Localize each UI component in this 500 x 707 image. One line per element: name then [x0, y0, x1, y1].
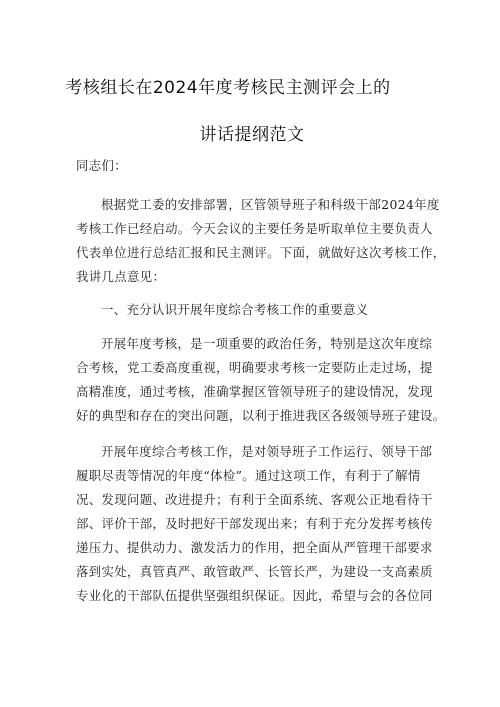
paragraph-3-line-2: 履职尽责等情况的年度“体检”。通过这项工作，有利于了解情 — [76, 468, 421, 483]
document-title-line-2: 讲话提纲范文 — [199, 125, 305, 145]
paragraph-3-line-7: 专业化的干部队伍提供坚强组织保证。因此，希望与会的各位同 — [76, 588, 433, 603]
salutation: 同志们： — [76, 158, 127, 173]
paragraph-1-line-4: 我讲几点意见： — [76, 269, 166, 284]
paragraph-1-line-1: 根据党工委的安排部署，区管领导班子和科级干部2024年度 — [101, 197, 440, 212]
paragraph-1-line-2: 考核工作已经启动。今天会议的主要任务是听取单位主要负责人 — [76, 221, 433, 236]
paragraph-3-line-5: 递压力、提供动力、激发活力的作用，把全面从严管理干部要求 — [76, 540, 433, 555]
paragraph-3-line-4: 部、评价干部，及时把好干部发现出来；有利于充分发挥考核传 — [76, 516, 433, 531]
paragraph-3-line-3: 况、发现问题、改进提升；有利于全面系统、客观公正地看待干 — [76, 492, 433, 507]
paragraph-1-line-3: 代表单位进行总结汇报和民主测评。下面，就做好这次考核工作， — [76, 245, 446, 260]
paragraph-2-line-4: 好的典型和存在的突出问题，以利于推进我区各级领导班子建设。 — [76, 408, 446, 423]
paragraph-2-line-2: 合考核，党工委高度重视，明确要求考核一定要防止走过场，提 — [76, 360, 433, 375]
section-heading-1: 一、充分认识开展年度综合考核工作的重要意义 — [101, 302, 369, 317]
paragraph-2-line-1: 开展年度考核，是一项重要的政治任务，特别是这次年度综 — [101, 336, 433, 351]
paragraph-2-line-3: 高精准度，通过考核，准确掌握区管领导班子的建设情况，发现 — [76, 384, 433, 399]
document-title-line-1: 考核组长在2024年度考核民主测评会上的 — [65, 78, 391, 98]
paragraph-3-line-6: 落到实处，真管真严、敢管敢严、长管长严，为建设一支高素质 — [76, 564, 433, 579]
paragraph-3-line-1: 开展年度综合考核工作，是对领导班子工作运行、领导干部 — [101, 444, 433, 459]
